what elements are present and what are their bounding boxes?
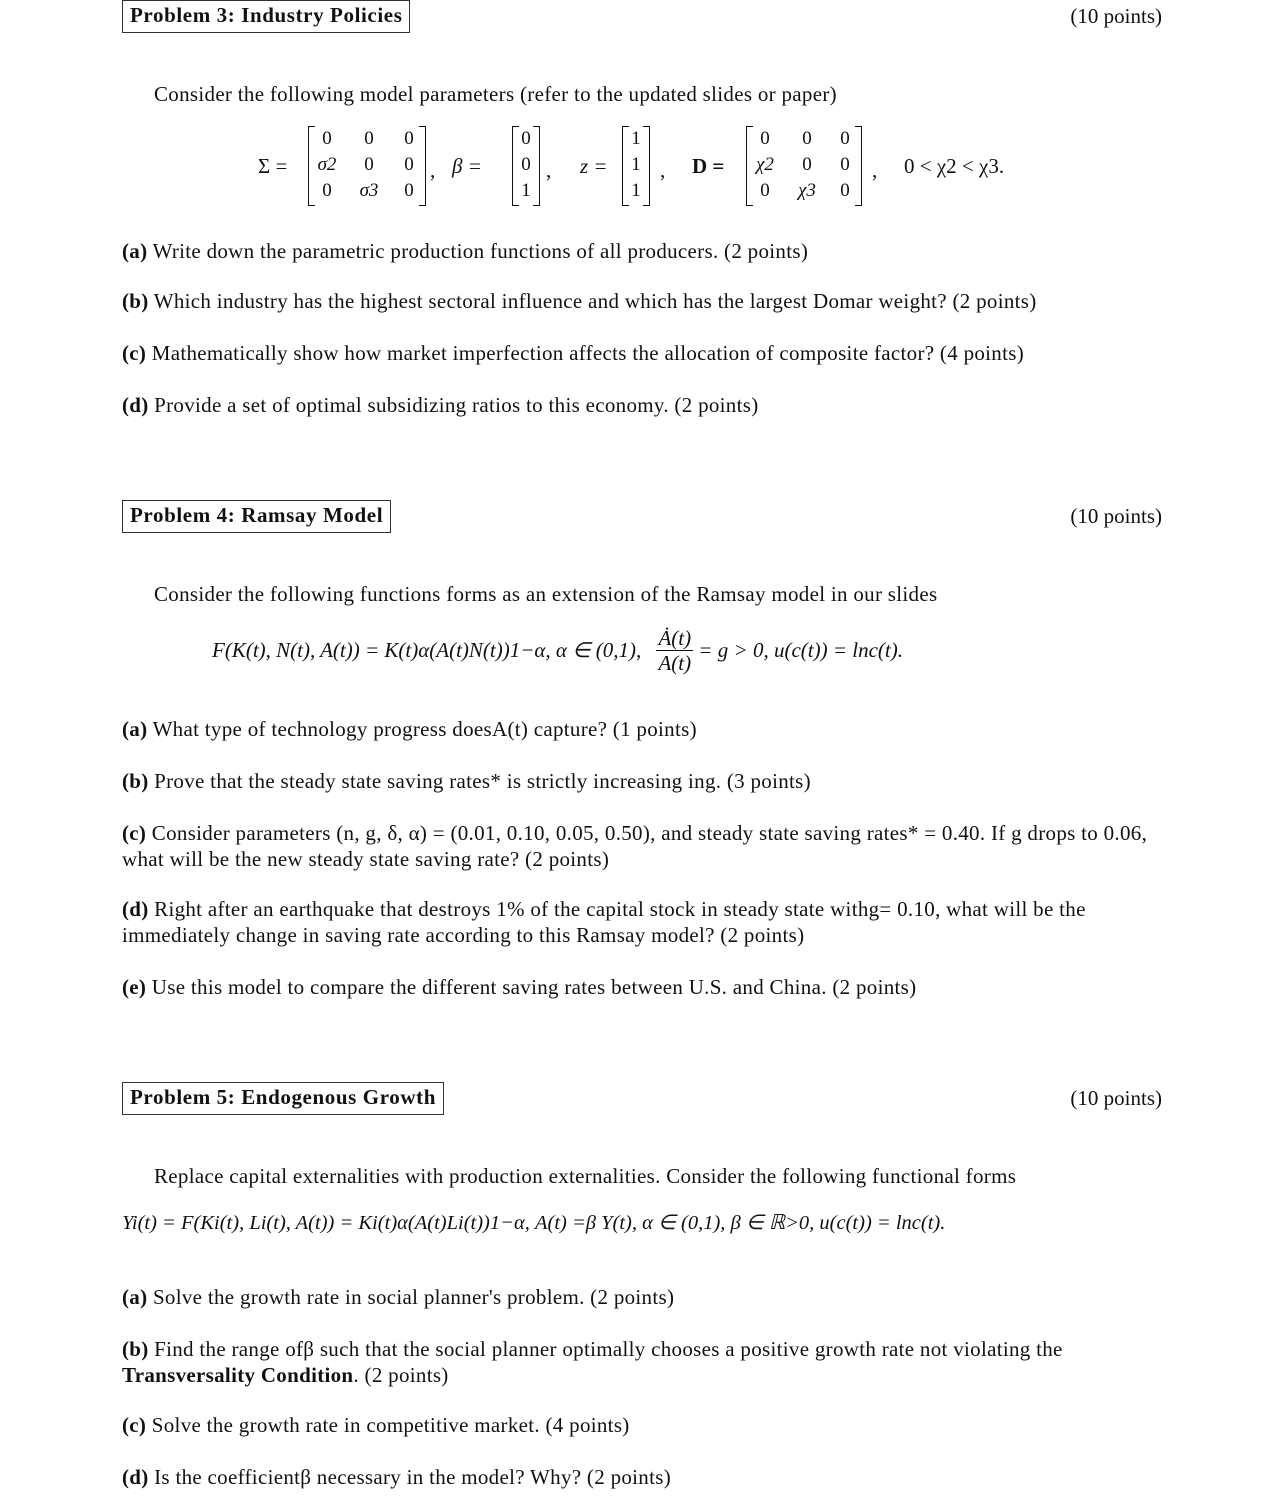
transversality-condition: Transversality Condition — [122, 1363, 354, 1387]
problem-5-title: Problem 5: Endogenous Growth — [122, 1082, 444, 1115]
p3-question-c: (c) Mathematically show how market imperfection affects the allocation of composite factor? (4 points) — [122, 341, 1025, 365]
p4-model-equation — [212, 626, 903, 675]
vector-cell: 1 — [631, 154, 641, 175]
beta-label: β = — [452, 154, 482, 178]
utility-equation: = g > 0, u(c(t)) = lnc(t). — [698, 638, 903, 662]
p4-question-b: (b) Prove that the steady state saving rates* is strictly increasing ing. (3 points) — [122, 769, 811, 793]
matrix-cell: 0 — [802, 154, 812, 175]
D-matrix — [746, 126, 862, 206]
matrix-cell: 0 — [364, 154, 374, 175]
matrix-cell: 0 — [404, 154, 414, 175]
problem-3-points: (10 points) — [1070, 4, 1162, 28]
p4-question-e: (e) Use this model to compare the different saving rates between U.S. and China. (2 points) — [122, 975, 917, 999]
problem-5-intro: Replace capital externalities with production externalities. Consider the following functional forms — [154, 1164, 1017, 1188]
growth-fraction — [656, 626, 693, 675]
matrix-cell: 0 — [760, 128, 770, 149]
p3-question-b: (b) Which industry has the highest sectoral influence and which has the largest Domar weight? (2 points) — [122, 289, 1037, 313]
matrix-cell: 0 — [404, 180, 414, 201]
problem-4-title: Problem 4: Ramsay Model — [122, 500, 391, 533]
p4-question-c: (c) Consider parameters (n, g, δ, α) = (0.01, 0.10, 0.05, 0.50), and steady state saving rates* = 0.40. If g drops to 0.06, what will be the new steady state saving rate? (2 points) — [122, 821, 1148, 871]
matrix-cell: χ3 — [798, 180, 816, 201]
matrix-cell: σ2 — [317, 154, 337, 175]
problem-5-points: (10 points) — [1070, 1086, 1162, 1110]
matrix-cell: σ3 — [359, 180, 379, 201]
p3-question-d: (d) Provide a set of optimal subsidizing ratios to this economy. (2 points) — [122, 393, 759, 417]
vector-cell: 0 — [521, 128, 531, 149]
matrix-cell: 0 — [840, 128, 850, 149]
matrix-cell: 0 — [840, 180, 850, 201]
p5-question-a: (a) Solve the growth rate in social planner's problem. (2 points) — [122, 1285, 675, 1309]
sigma-label: Σ = — [258, 154, 288, 178]
problem-3-intro: Consider the following model parameters (refer to the updated slides or paper) — [154, 82, 837, 106]
z-label: z = — [580, 154, 608, 178]
matrix-cell: 0 — [840, 154, 850, 175]
problem-3-title: Problem 3: Industry Policies — [122, 0, 410, 33]
problem-4-intro: Consider the following functions forms as an extension of the Ramsay model in our slides — [154, 582, 938, 606]
p5-question-c: (c) Solve the growth rate in competitive market. (4 points) — [122, 1413, 630, 1437]
problem-4-points: (10 points) — [1070, 504, 1162, 528]
matrix-cell: 0 — [760, 180, 770, 201]
D-label: D = — [692, 154, 725, 178]
production-function: F(K(t), N(t), A(t)) = K(t)α(A(t)N(t))1−α, α ∈ (0,1), — [212, 638, 642, 662]
beta-vector — [512, 126, 540, 206]
fraction-denominator: A(t) — [658, 651, 692, 675]
fraction-numerator: Ȧ(t) — [658, 626, 692, 650]
matrix-cell: 0 — [404, 128, 414, 149]
matrix-cell: 0 — [364, 128, 374, 149]
matrix-cell: 0 — [802, 128, 812, 149]
chi-constraint: 0 < χ2 < χ3. — [904, 154, 1005, 178]
p5-question-d: (d) Is the coefficientβ necessary in the model? Why? (2 points) — [122, 1465, 672, 1489]
p5-model-equation: Yi(t) = F(Ki(t), Li(t), A(t)) = Ki(t)α(A(t)Li(t))1−α, A(t) =β Y(t), α ∈ (0,1), β ∈ ℝ>0, u(c(t)) = lnc(t). — [122, 1212, 946, 1234]
p4-question-a: (a) What type of technology progress doesA(t) capture? (1 points) — [122, 717, 697, 741]
sigma-matrix — [308, 126, 426, 206]
p3-question-a: (a) Write down the parametric production functions of all producers. (2 points) — [122, 239, 809, 263]
matrix-cell: χ2 — [756, 154, 774, 175]
matrix-cell: 0 — [322, 128, 332, 149]
vector-cell: 1 — [521, 180, 531, 201]
vector-cell: 1 — [631, 180, 641, 201]
p5-question-b: (b) Find the range ofβ such that the social planner optimally chooses a positive growth rate not violating the Transversality Condition. (2 points) — [122, 1337, 1063, 1387]
vector-cell: 1 — [631, 128, 641, 149]
p4-question-d: (d) Right after an earthquake that destroys 1% of the capital stock in steady state withg= 0.10, what will be the immediately change in saving rate according to this Ramsay model? (2 points) — [122, 897, 1086, 947]
z-vector — [622, 126, 650, 206]
vector-cell: 0 — [521, 154, 531, 175]
matrix-cell: 0 — [322, 180, 332, 201]
